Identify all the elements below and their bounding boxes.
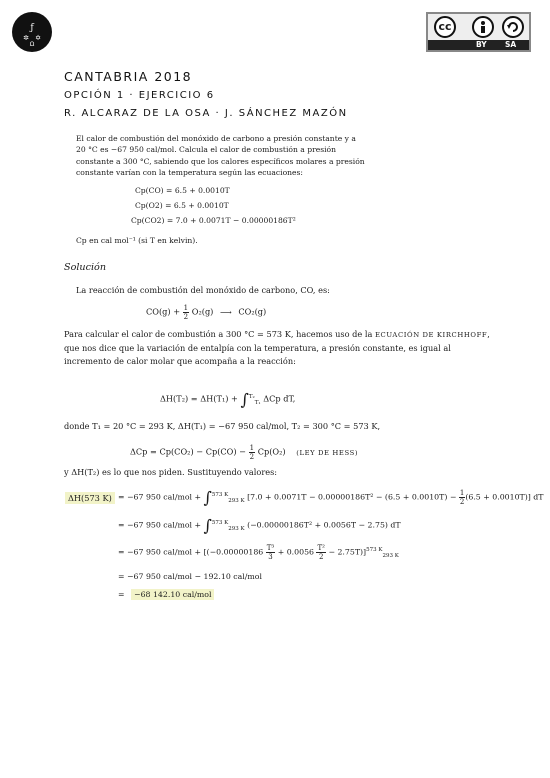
svg-text:✡: ✡ [35, 34, 41, 42]
kirchhoff-equation: ΔH(T₂) = ΔH(T₁) + ∫$^{T_2}_{T_1}$ ΔCp dT, [160, 390, 296, 409]
cp-units-note: Cp en cal mol⁻¹ (si T en kelvin). [76, 236, 198, 245]
exercise-subtitle: OPCIÓN 1 · EJERCICIO 6 [64, 90, 215, 101]
definitions-line: donde T₁ = 20 °C = 293 K, ΔH(T₁) = −67 950 cal/mol, T₂ = 300 °C = 573 K, [64, 421, 381, 431]
cp-o2-equation: Cp(O2) = 6.5 + 0.0010T [135, 201, 229, 210]
solution-heading: Solución [64, 262, 106, 273]
derivation-line-5: = −68 142.10 cal/mol [118, 590, 214, 599]
substitution-intro: y ΔH(T₂) es lo que nos piden. Sustituyendo valores: [64, 467, 278, 477]
cp-co-equation: Cp(CO) = 6.5 + 0.0010T [135, 186, 230, 195]
page-title: CANTABRIA 2018 [64, 69, 193, 84]
svg-text:Ω: Ω [29, 41, 35, 48]
delta-h-label: ΔH(573 K) [65, 492, 115, 504]
final-result: −68 142.10 cal/mol [131, 589, 214, 600]
svg-text:ƒ: ƒ [30, 23, 34, 33]
derivation-line-3: = −67 950 cal/mol + [(−0.00000186 $\frac{\text{T³}}{3}$ + 0.0056 $\frac{\text{T²}}{2}$ − 2.75T)]$^{573 K}_{293 K}$ [118, 544, 399, 561]
reaction-intro: La reacción de combustión del monóxido de carbono, CO, es: [76, 285, 330, 295]
cp-co2-equation: Cp(CO2) = 7.0 + 0.0071T − 0.00000186T² [131, 216, 296, 225]
by-label: BY [476, 40, 487, 49]
combustion-reaction: CO(g) + $\frac{1}{2}$ O₂(g) ⟶ CO₂(g) [146, 304, 267, 321]
sa-icon [502, 16, 524, 38]
svg-text:✲: ✲ [23, 34, 29, 42]
by-icon [472, 16, 494, 38]
license-badge[interactable] [426, 12, 531, 52]
hess-equation: ΔCp = Cp(CO₂) − Cp(CO) − $\frac{1}{2}$ Cp(O₂) (LEY DE HESS) [130, 444, 359, 461]
problem-statement: El calor de combustión del monóxido de carbono a presión constante y a 20 °C es −67 950 cal/mol. Calcula el calor de combustión a presión constante a 300 °C, sabiendo que los calores específicos molares a presión constante varían con la temperatura según las ecuaciones: [76, 134, 365, 178]
derivation-line-1: = −67 950 cal/mol + ∫$^{573 K}_{293 K}$ [7.0 + 0.0071T − 0.00000186T² − (6.5 + 0.0010T) − $\frac{1}{2}$ (6.5 + 0.0010T)] dT [118, 488, 544, 507]
logo-seal [12, 12, 52, 52]
kirchhoff-paragraph: Para calcular el calor de combustión a 300 °C = 573 K, hacemos uso de la ECUACIÓN DE KIRCHHOFF, que nos dice que la variación de entalpía con la temperatura, a presión constante, es igual al incremento de calor molar que acompaña a la reacción: [64, 329, 490, 366]
derivation-line-4: = −67 950 cal/mol − 192.10 cal/mol [118, 572, 262, 581]
derivation-line-2: = −67 950 cal/mol + ∫$^{573 K}_{293 K}$ (−0.00000186T² + 0.0056T − 2.75) dT [118, 516, 401, 535]
authors-line: R. ALCARAZ DE LA OSA · J. SÁNCHEZ MAZÓN [64, 108, 348, 119]
cc-icon: cc [434, 16, 456, 38]
sa-label: SA [505, 40, 517, 49]
